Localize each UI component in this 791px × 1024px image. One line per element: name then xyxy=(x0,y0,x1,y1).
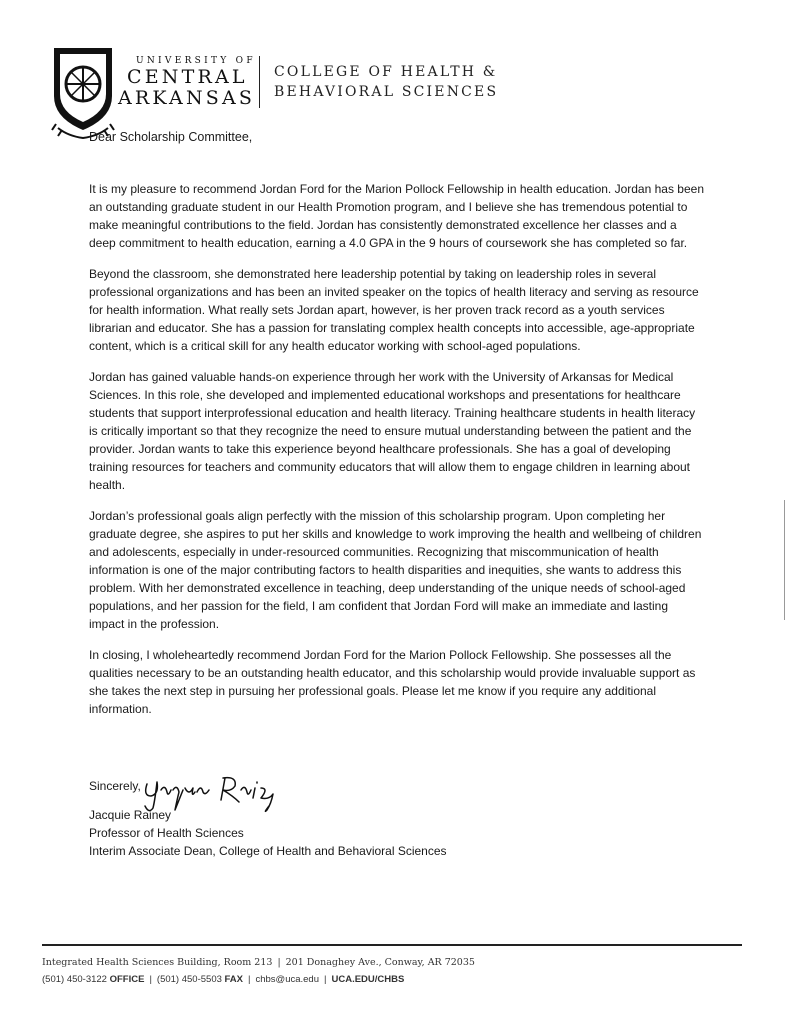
footer-fax-label: FAX xyxy=(224,974,244,985)
signer-title: Professor of Health Sciences xyxy=(89,826,244,840)
footer-address-line: Integrated Health Sciences Building, Room 213 | 201 Donaghey Ave., Conway, AR 72035 xyxy=(42,957,475,968)
footer-address: 201 Donaghey Ave., Conway, AR 72035 xyxy=(285,957,475,968)
footer-email[interactable]: chbs@uca.edu xyxy=(255,974,320,985)
university-arkansas-text: ARKANSAS xyxy=(118,87,256,109)
footer-phone-label: OFFICE xyxy=(109,974,145,985)
closing: Sincerely, xyxy=(89,779,141,793)
paragraph: Beyond the classroom, she demonstrated here leadership potential by taking on leadership roles in several professional organizations and has been an invited speaker on the topics of health literacy and serving as resource for health information. What really sets Jordan apart, however, is her proven track record as a youth services librarian and educator. She has a passion for translating complex health concepts into accessible, age-appropriate content, which is a critical skill for any health educator working with school-aged populations. xyxy=(89,267,699,353)
footer-contact-line: (501) 450-3122 OFFICE | (501) 450-5503 FAX | chbs@uca.edu | UCA.EDU/CHBS xyxy=(42,974,405,985)
university-seal-icon xyxy=(48,44,118,144)
salutation: Dear Scholarship Committee, xyxy=(89,130,253,144)
paragraph: Jordan has gained valuable hands-on experience through her work with the University of Arkansas for Medical Sciences. In this role, she developed and implemented educational workshops and presentations for healthcare students that support interprofessional education and health literacy. Training healthcare students in health literacy is critically important so that they recognize the need to ensure mutual understanding between the patient and the provider. Jordan wants to take this experience beyond healthcare professionals. She has a goal of developing training resources for teachers and community educators that will allow them to engage children in learning about health. xyxy=(89,370,696,492)
paragraph: Jordan’s professional goals align perfectly with the mission of this scholarship program. Upon completing her graduate degree, she aspires to put her skills and knowledge to work improving the health and wellbeing of children and adolescents, especially in under-resourced communities. Recognizing that miscommunication of health information is one of the major contributing factors to health disparities and inequities, she wants to address this problem. With her demonstrated excellence in teaching, deep understanding of the unique needs of school-aged populations, and her passion for the field, I am confident that Jordan Ford will make an immediate and lasting impact in the profession. xyxy=(89,509,702,631)
scan-edge-mark xyxy=(784,500,785,620)
signer-name: Jacquie Rainey xyxy=(89,808,172,822)
signer-block xyxy=(89,806,447,860)
footer-rule xyxy=(42,944,742,946)
footer-phone: (501) 450-3122 xyxy=(42,974,107,985)
signer-title: Interim Associate Dean, College of Health and Behavioral Sciences xyxy=(89,844,447,858)
footer-website[interactable]: UCA.EDU/CHBS xyxy=(331,974,405,985)
footer-building: Integrated Health Sciences Building, Room 213 xyxy=(42,957,273,968)
footer-fax: (501) 450-5503 xyxy=(156,974,222,985)
paragraph: It is my pleasure to recommend Jordan Ford for the Marion Pollock Fellowship in health education. Jordan has been an outstanding graduate student in our Health Promotion program, and I believe she has tremendous potential to make meaningful contributions to the field. Jordan has consistently demonstrated excellence her classes and a deep commitment to health education, earning a 4.0 GPA in the 9 hours of coursework she has completed so far. xyxy=(89,182,704,250)
letterhead-divider xyxy=(259,56,260,108)
letter-body xyxy=(89,180,704,731)
paragraph: In closing, I wholeheartedly recommend Jordan Ford for the Marion Pollock Fellowship. She possesses all the qualities necessary to be an outstanding health educator, and this scholarship would provide invaluable support as she takes the next step in pursuing her professional goals. Please let me know if you require any additional information. xyxy=(89,648,696,716)
college-name-line1: COLLEGE OF HEALTH & xyxy=(274,64,498,80)
university-of-text: UNIVERSITY OF xyxy=(136,56,256,66)
college-name-line2: BEHAVIORAL SCIENCES xyxy=(274,84,499,100)
university-central-text: CENTRAL xyxy=(127,66,248,88)
